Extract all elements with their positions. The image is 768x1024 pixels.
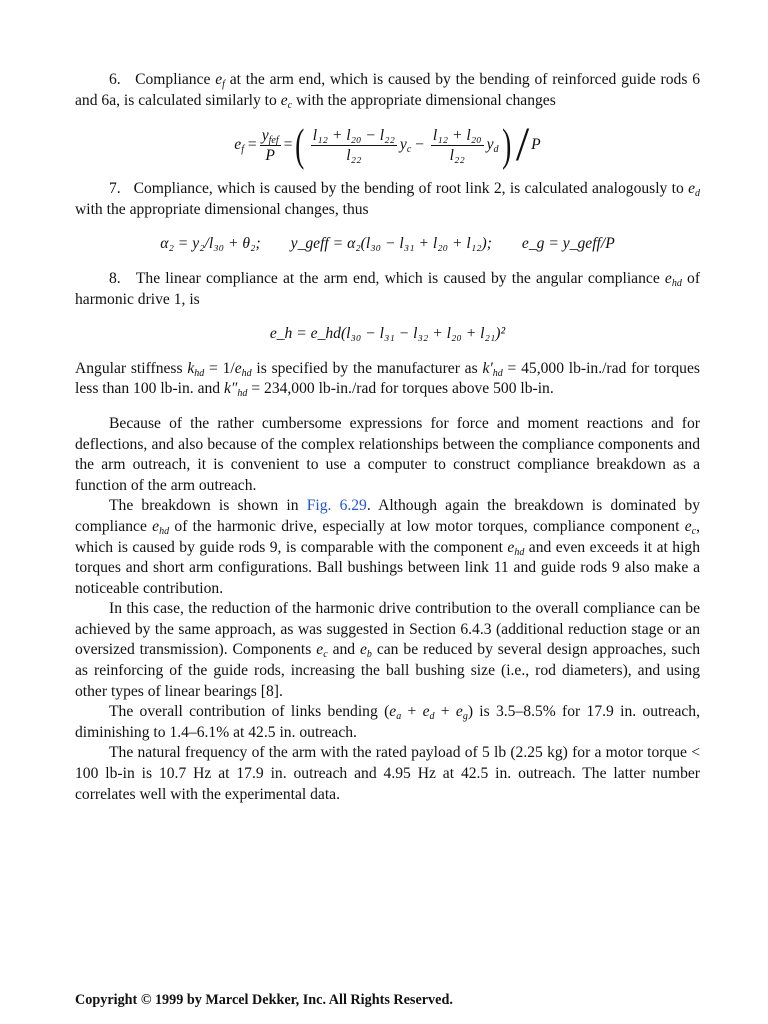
paragraph-3: In this case, the reduction of the harmonic drive contribution to the overall compliance can be achieved by the same approach, as was suggested in Section 6.4.3 (additional reduction stage or an oversized transmission). Components $e_c$ and $e_b$ can be reduced by several design approaches, such as reinforcing of the guide rods, increasing the ball bushing size (i.e., rod diameters), and using other types of linear bearings [8]. xyxy=(75,600,701,700)
item-number: 6. xyxy=(109,71,121,88)
symbol: $e_c$ xyxy=(280,91,293,111)
equation-eh: e_h = e_hd(l₃₀ − l₃₁ − l₃₂ + l₂₀ + l₂₁)² xyxy=(269,325,506,343)
page-body xyxy=(75,70,700,805)
symbol: $e_d$ xyxy=(688,180,700,200)
symbol: $e_f$ xyxy=(215,71,225,90)
fraction: $\frac{y_{fef}}{P}$ xyxy=(261,126,279,164)
fraction: $\frac{\text{l₁₂ + l₂₀}}{\text{l₂₂}}$ xyxy=(432,126,482,164)
figure-link[interactable]: Fig. 6.29 xyxy=(306,497,367,515)
paragraph-5: The natural frequency of the arm with the rated payload of 5 lb (2.25 kg) for a motor torque < 100 lb-in is 10.7 Hz at 17.9 in. outreach and 4.95 Hz at 42.5 in. outreach. The latter number correlates well with the experimental data. xyxy=(75,744,700,803)
copyright-footer: Copyright © 1999 by Marcel Dekker, Inc. All Rights Reserved. xyxy=(75,992,453,1008)
stiffness-paragraph: Angular stiffness $k_{hd} = 1/e_{hd}$ is specified by the manufacturer as $k'_{hd} = 45,000$ lb-in./rad for torques less than 100 lb-in. and $k''_{hd} = 234,000$ lb-in./rad for torques above 500 lb-in. xyxy=(75,359,700,400)
item-number: 8. xyxy=(109,269,121,287)
equation-alpha: α₂ = y₂/l₃₀ + θ₂; y_geff = α₂(l₃₀ − l₃₁ + l₂₀ + l₁₂); e_g = y_geff/P xyxy=(160,235,615,253)
item-text: at the arm end, which is caused by the bending of reinforced guide rods 6 and 6a, is calculated similarly to xyxy=(75,71,700,109)
item-text: with the appropriate dimensional changes, thus xyxy=(75,200,369,218)
paragraph-2: The breakdown is shown in Fig. 6.29. Although again the breakdown is dominated by compliance $e_{hd}$ of the harmonic drive, especially at low motor torques, compliance component $e_c$, which is caused by guide rods 9, is comparable with the component $e_{hd}$ and even exceeds it at high torques and short arm configurations. Ball bushings between link 11 and guide rods 9 also make a noticeable contribution. xyxy=(75,497,700,597)
item-text: Compliance, which is caused by the bending of root link 2, is calculated analogously to xyxy=(133,180,684,198)
item-text: with the appropriate dimensional changes xyxy=(295,91,556,109)
item-text: Compliance xyxy=(135,71,211,88)
item-number: 7. xyxy=(109,180,121,198)
fraction: $\frac{\text{l₁₂ + l₂₀ − l₂₂}}{\text{l₂₂}}$ xyxy=(312,126,395,164)
symbol: $e_{hd}$ xyxy=(664,269,682,289)
paragraph-1: Because of the rather cumbersome expressions for force and moment reactions and for deflections, and also because of the complex relationships between the compliance components and the arm outreach, it is convenient to use a computer to construct compliance breakdown as a function of the arm outreach. xyxy=(75,414,700,494)
item-7 xyxy=(75,179,700,220)
item-8 xyxy=(75,269,700,310)
item-text: of harmonic drive 1, is xyxy=(75,269,701,308)
item-6 xyxy=(75,70,700,111)
equation-ef: $e_f$ = $\frac{y_{fef}}{P}$ = ( $\frac{\text{l₁₂ + l₂₀ − l₂₂}}{\text{l₂₂}}$ $y_c$ − $\frac{\text{l₁₂ + l₂₀}}{\text{l₂₂}}$ $y_d$ ) / P xyxy=(234,118,541,172)
paragraph-4: The overall contribution of links bending $(e_a + e_d + e_g)$ is 3.5–8.5% for 17.9 in. outreach, diminishing to 1.4–6.1% at 42.5 in. outreach. xyxy=(75,703,701,741)
item-text: The linear compliance at the arm end, which is caused by the angular compliance xyxy=(135,269,660,287)
